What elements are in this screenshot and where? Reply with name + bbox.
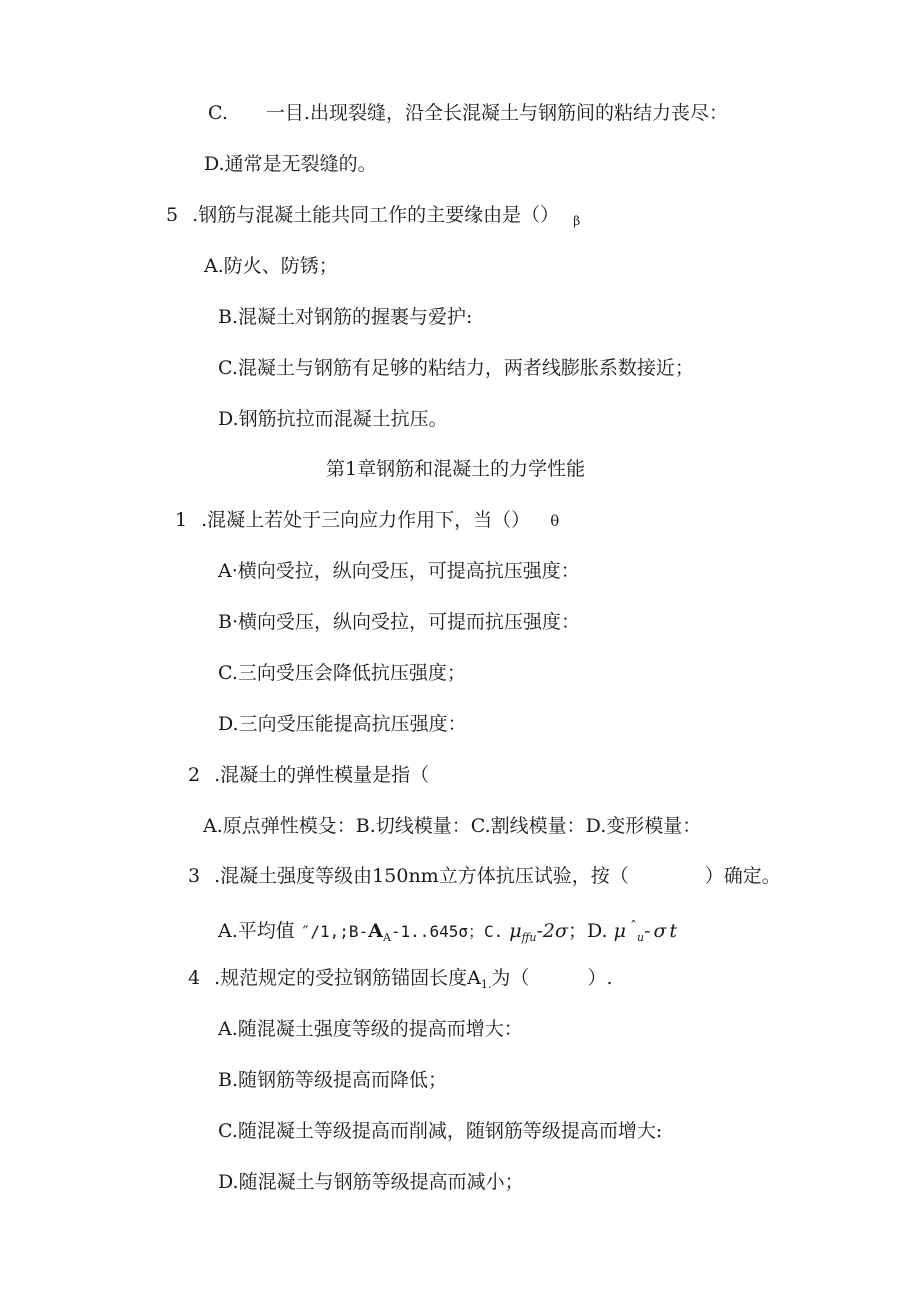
formula-subscript: A: [382, 931, 391, 944]
option-d-formula: -σt: [644, 920, 681, 942]
q4-option-c: C.随混凝土等级提高而削减，随钢筋等级提高而增大:: [218, 1120, 663, 1142]
question-text: .混凝上若处于三向应力作用下，当（）: [201, 509, 531, 531]
stray-mark: θ: [550, 512, 560, 530]
question-number: 3: [188, 865, 201, 887]
option-d-label: ；D.: [567, 920, 608, 942]
option-b-formula: -1..645σ；C.: [390, 922, 504, 941]
mu-symbol: μ: [509, 920, 522, 942]
formula-symbol: A: [368, 920, 383, 942]
stray-mark: β: [573, 214, 581, 228]
mu-subscript: ffu: [521, 931, 537, 944]
question-3: [188, 864, 781, 888]
question-text-end: 为（: [491, 967, 530, 989]
q5-option-a: A.防火、防锈；: [204, 255, 338, 277]
answer-blank-end: ）.: [587, 967, 613, 989]
q2-options: A.原点弹性模殳：B.切线模量：C.割线模量：D.变形模量：: [203, 815, 702, 837]
q4-option-b: B.随钢筋等级提高而降低；: [218, 1069, 448, 1091]
q5-option-c: C.混凝土与钢筋有足够的粘结力，两者线膨胀系数接近；: [218, 357, 694, 379]
q4-option-a: A.随混凝土强度等级的提高而增大：: [218, 1018, 523, 1040]
mu-symbol-d: μ: [613, 920, 626, 942]
q1-option-d: D.三向受压能提高抗压强度：: [218, 713, 467, 735]
answer-blank-end: ）确定。: [704, 865, 781, 887]
option-a-text: A.平均值: [218, 920, 295, 942]
question-text: .规范规定的受拉钢筋锚固长度A: [214, 967, 481, 989]
anchor-length-subscript: 1.: [480, 978, 492, 991]
question-4: [188, 966, 613, 997]
option-a-formula: ″/1,;B-: [300, 922, 369, 941]
question-text: .混凝土强度等级由150nm立方体抗压试验，按（: [214, 865, 629, 887]
option-c-formula: -2σ: [536, 920, 568, 942]
hat-mark: ˆ: [629, 919, 637, 935]
q5-option-d: D.钢筋抗拉而混凝土抗压。: [218, 408, 448, 430]
question-5: [166, 203, 580, 233]
mu-subscript-d: u: [636, 931, 645, 944]
q1-option-c: C.三向受压会降低抗压强度；: [218, 662, 466, 684]
question-2: [188, 763, 429, 787]
question-number: 2: [188, 764, 201, 786]
text-line-option-d-no-cracks: D.通常是无裂缝的。: [204, 153, 377, 175]
question-number: 4: [188, 967, 201, 989]
question-text: .钢筋与混凝土能共同工作的主要缘由是（）: [192, 204, 560, 226]
chapter-heading: 第1章钢筋和混凝土的力学性能: [326, 458, 586, 480]
q4-option-d: D.随混凝土与钢筋等级提高而减小；: [218, 1171, 524, 1193]
question-text: .混凝土的弹性模量是指（: [214, 764, 430, 786]
question-number: 1: [175, 509, 188, 531]
q3-options: [218, 915, 680, 950]
question-number: 5: [166, 204, 179, 226]
q1-option-b: B·横向受压，纵向受拉，可提而抗压强度：: [218, 611, 581, 633]
q5-option-b: B.混凝土对钢筋的握裹与爱护:: [218, 306, 473, 328]
q1-option-a: A·横向受拉，纵向受压，可提高抗压强度：: [218, 560, 580, 582]
question-1: [175, 508, 559, 533]
text-line-option-c-cracks: C. 一目.出现裂缝，沿全长混凝土与钢筋间的粘结力丧尽：: [208, 102, 728, 124]
